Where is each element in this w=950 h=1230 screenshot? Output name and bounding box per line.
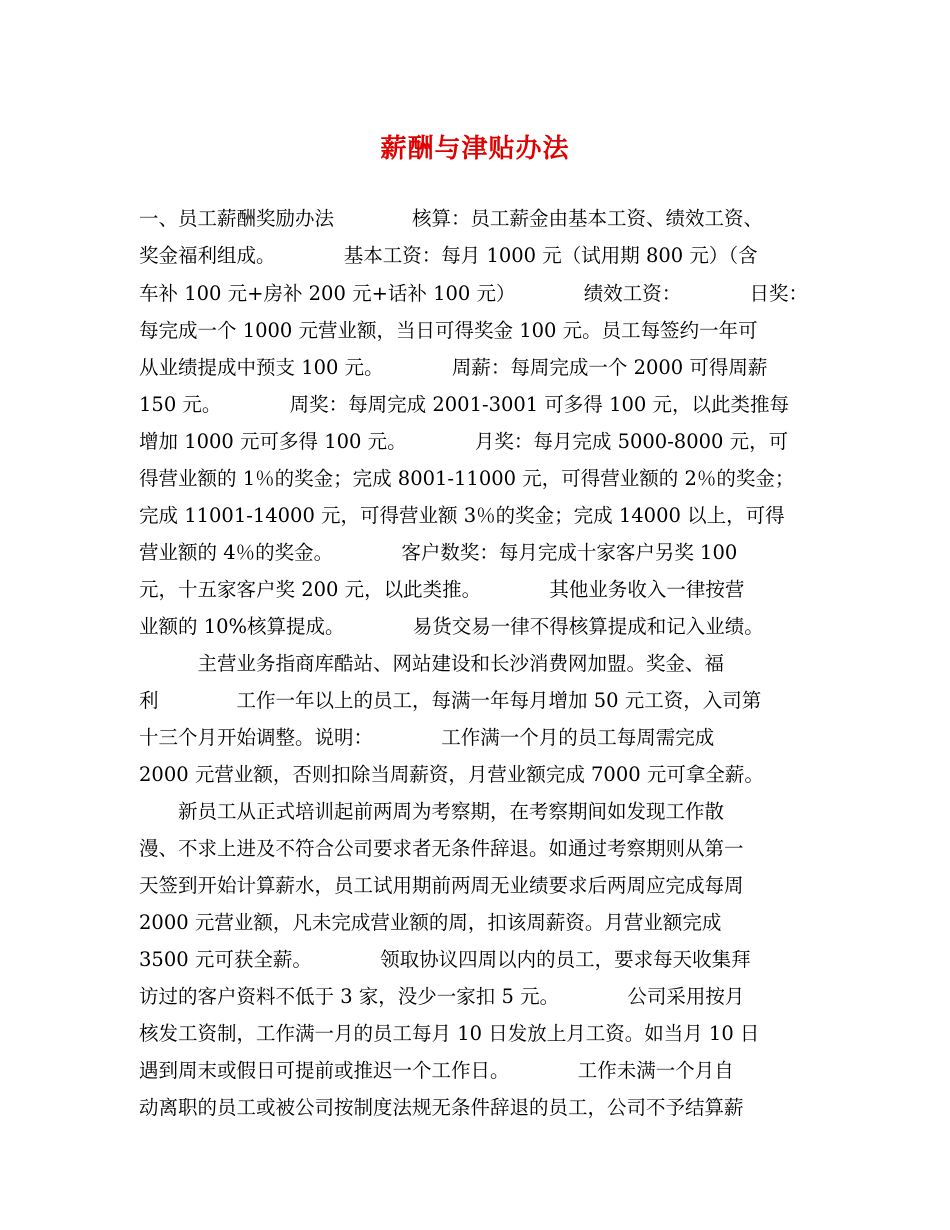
body-line: 业额的 10%核算提成。 易货交易一律不得核算提成和记入业绩。: [139, 615, 764, 638]
body-line: 3500 元可获全薪。 领取协议四周以内的员工，要求每天收集拜: [139, 948, 751, 971]
body-line: 遇到周末或假日可提前或推迟一个工作日。 工作未满一个月自: [139, 1059, 734, 1082]
body-line: 天签到开始计算薪水，员工试用期前两周无业绩要求后两周应完成每周: [139, 874, 744, 897]
body-line: 营业额的 4％的奖金。 客户数奖：每月完成十家客户另奖 100: [139, 541, 738, 564]
body-line: 核发工资制，工作满一月的员工每月 10 日发放上月工资。如当月 10 日: [139, 1022, 760, 1045]
body-line: 利 工作一年以上的员工，每满一年每月增加 50 元工资，入司第: [139, 689, 762, 712]
body-line: 150 元。 周奖：每周完成 2001-3001 可多得 100 元，以此类推每: [139, 393, 790, 416]
body-line: 车补 100 元+房补 200 元+话补 100 元） 绩效工资： 日奖：: [139, 282, 809, 305]
body-line: 主营业务指商库酷站、网站建设和长沙消费网加盟。奖金、福: [139, 652, 725, 675]
body-line: 访过的客户资料不低于 3 家，没少一家扣 5 元。 公司采用按月: [139, 985, 745, 1008]
body-line: 元，十五家客户奖 200 元，以此类推。 其他业务收入一律按营: [139, 578, 745, 601]
body-line: 每完成一个 1000 元营业额，当日可得奖金 100 元。员工每签约一年可: [139, 319, 758, 342]
body-line: 2000 元营业额，凡未完成营业额的周，扣该周薪资。月营业额完成: [139, 911, 722, 934]
body-line: 2000 元营业额，否则扣除当周薪资，月营业额完成 7000 元可拿全薪。: [139, 763, 764, 786]
body-line: 增加 1000 元可多得 100 元。 月奖：每月完成 5000-8000 元，可: [139, 430, 789, 453]
body-line: 从业绩提成中预支 100 元。 周薪：每周完成一个 2000 可得周薪: [139, 356, 768, 379]
document-title: 薪酬与津贴办法: [380, 134, 570, 164]
body-line: 一、员工薪酬奖励办法 核算：员工薪金由基本工资、绩效工资、: [139, 207, 764, 230]
body-line: 新员工从正式培训起前两周为考察期，在考察期间如发现工作散: [139, 800, 725, 823]
body-line: 漫、不求上进及不符合公司要求者无条件辞退。如通过考察期则从第一: [139, 837, 744, 860]
body-line: 奖金福利组成。 基本工资：每月 1000 元（试用期 800 元）（含: [139, 244, 758, 267]
body-line: 十三个月开始调整。说明： 工作满一个月的员工每周需完成: [139, 726, 715, 749]
body-line: 动离职的员工或被公司按制度法规无条件辞退的员工，公司不予结算薪: [139, 1096, 744, 1119]
body-line: 得营业额的 1％的奖金；完成 8001-11000 元，可得营业额的 2％的奖金；: [139, 467, 795, 490]
body-line: 完成 11001-14000 元，可得营业额 3％的奖金；完成 14000 以上，可得: [139, 504, 785, 527]
